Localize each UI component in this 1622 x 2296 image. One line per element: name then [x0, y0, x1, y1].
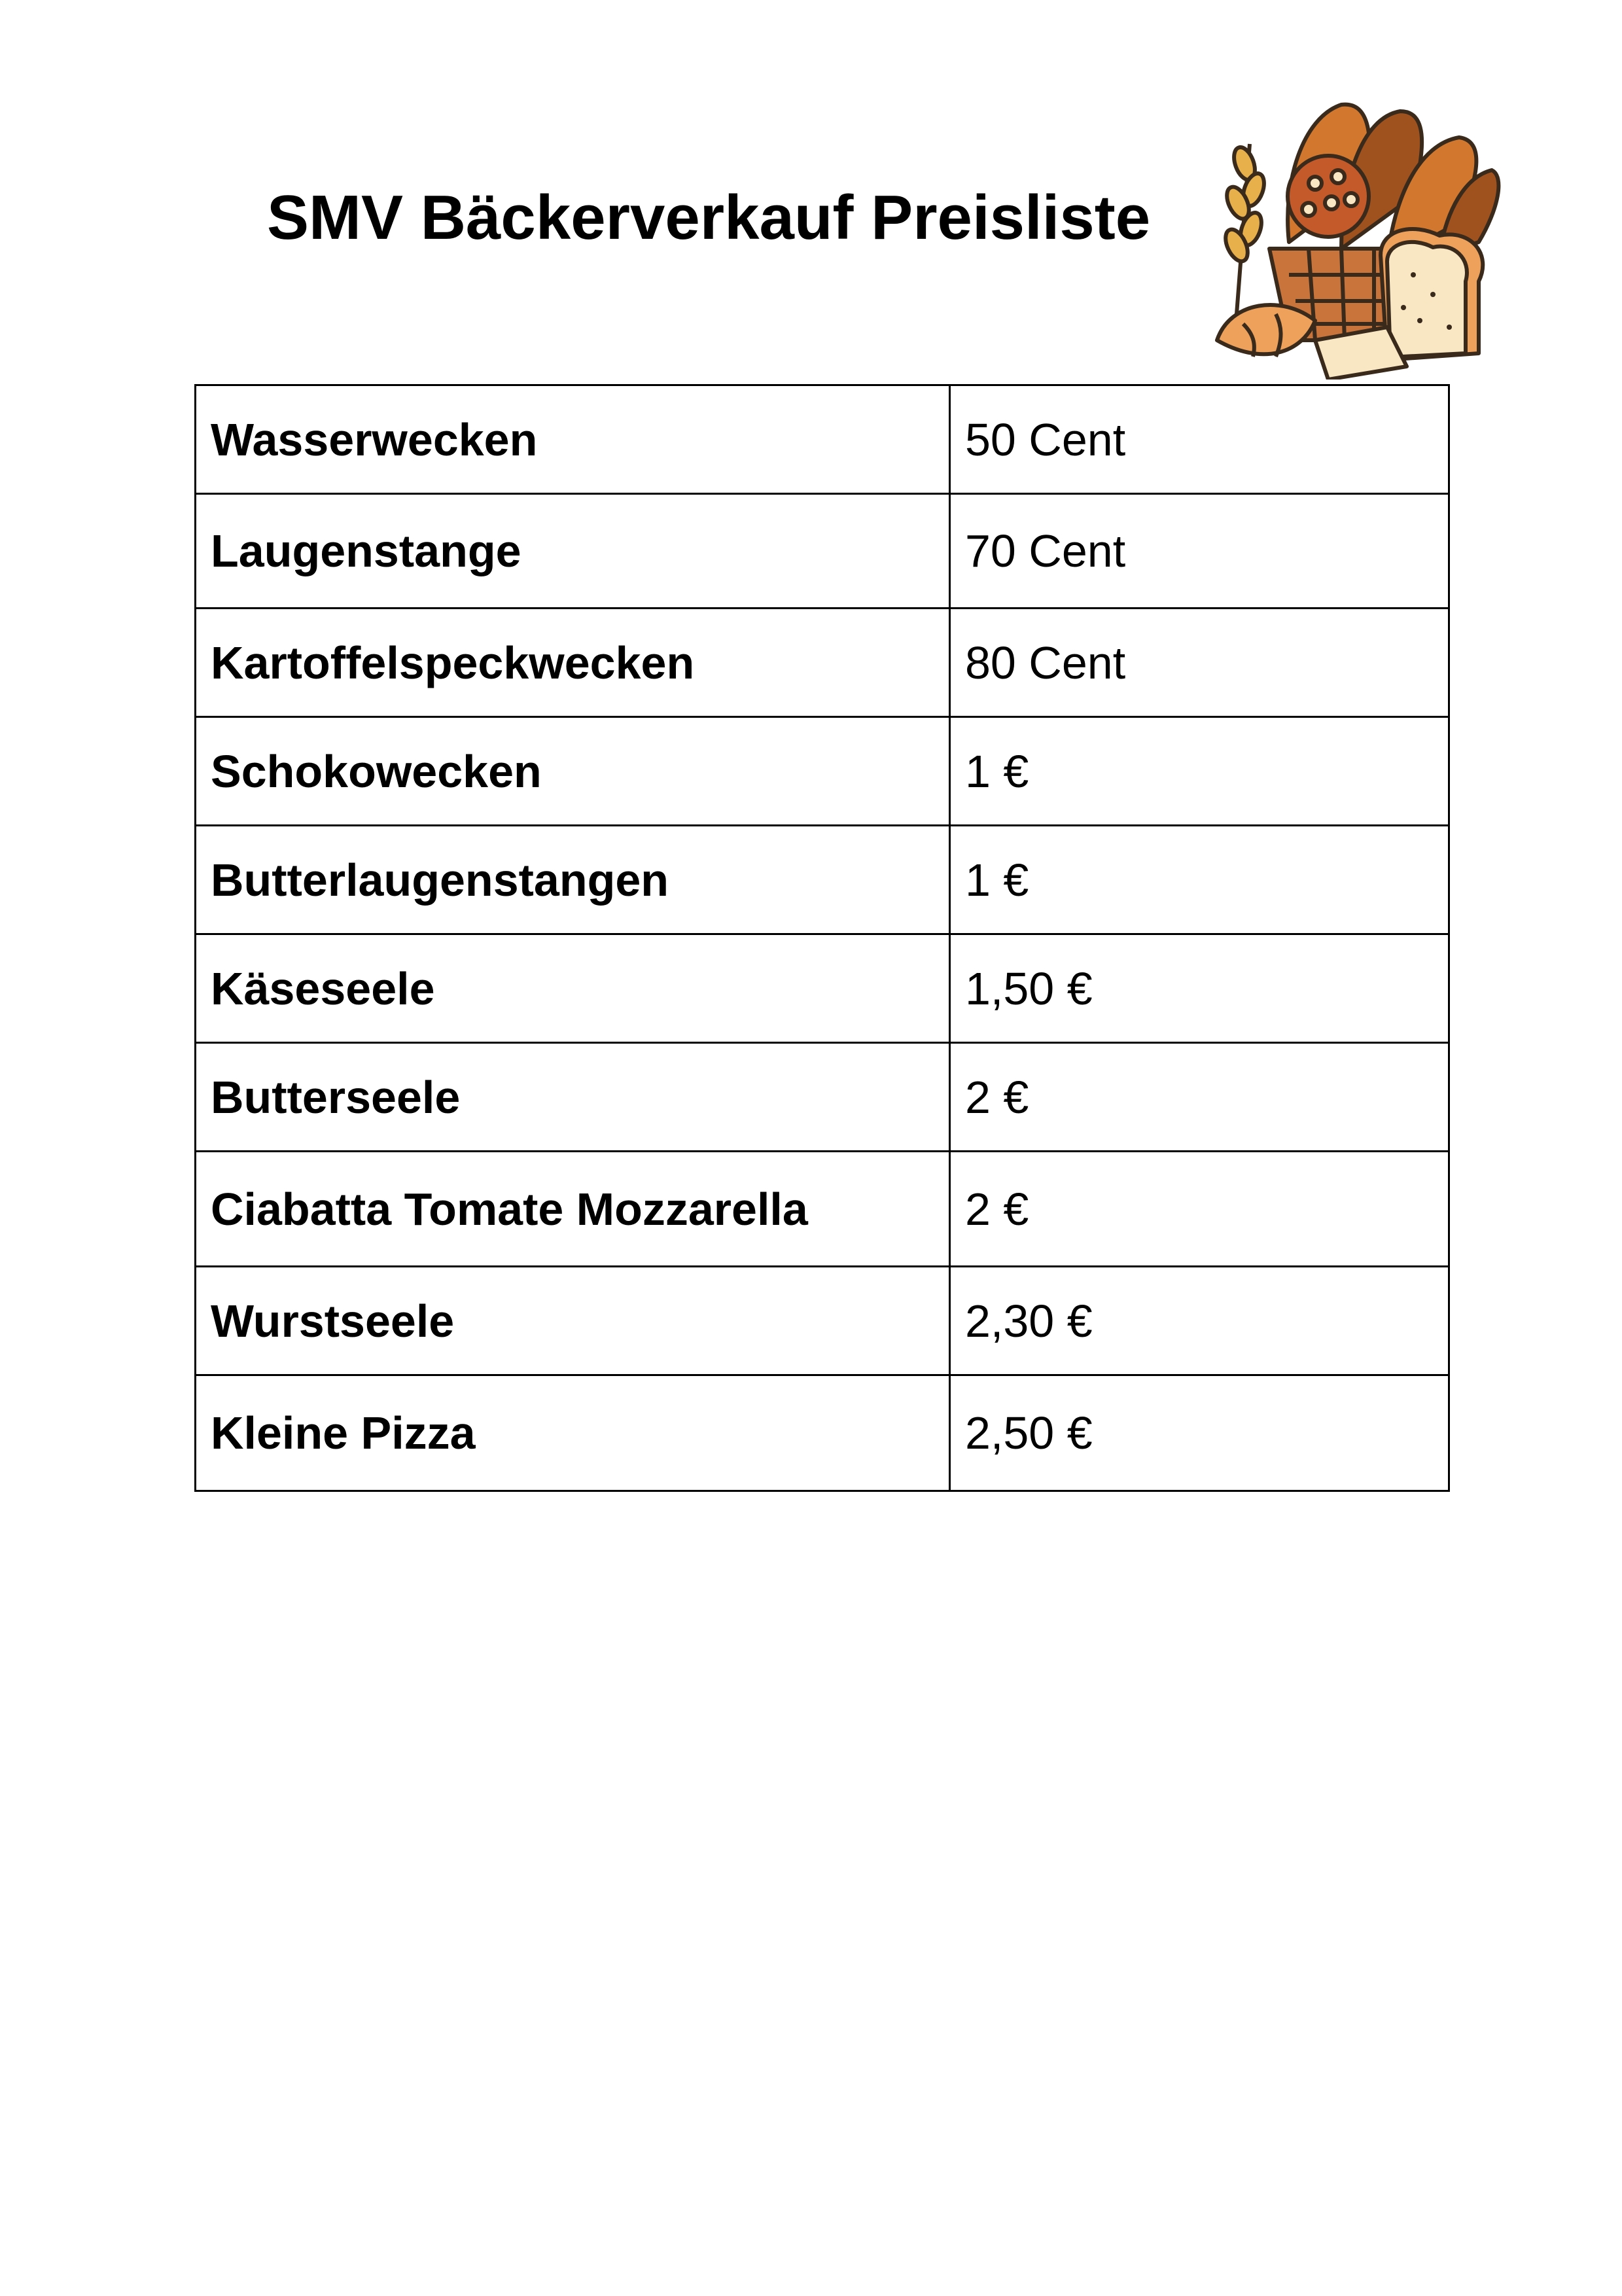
item-price: 2,50 € — [950, 1375, 1449, 1491]
item-name: Wurstseele — [196, 1267, 950, 1375]
item-price: 2 € — [950, 1043, 1449, 1152]
item-price: 1 € — [950, 826, 1449, 934]
page-title: SMV Bäckerverkauf Preisliste — [267, 183, 1151, 253]
item-name: Kleine Pizza — [196, 1375, 950, 1491]
table-row — [196, 717, 1449, 826]
table-row — [196, 934, 1449, 1043]
item-name: Butterseele — [196, 1043, 950, 1152]
item-name: Schokowecken — [196, 717, 950, 826]
table-row — [196, 385, 1449, 494]
table-row — [196, 1267, 1449, 1375]
table-row — [196, 1043, 1449, 1152]
item-price: 2,30 € — [950, 1267, 1449, 1375]
item-name: Käseseele — [196, 934, 950, 1043]
item-price: 80 Cent — [950, 609, 1449, 717]
table-row — [196, 826, 1449, 934]
item-name: Butterlaugenstangen — [196, 826, 950, 934]
item-name: Laugenstange — [196, 494, 950, 609]
item-name: Ciabatta Tomate Mozzarella — [196, 1152, 950, 1267]
item-name: Kartoffelspeckwecken — [196, 609, 950, 717]
table-row — [196, 494, 1449, 609]
price-table — [194, 384, 1450, 1492]
table-row — [196, 1375, 1449, 1491]
bread-basket-icon — [1191, 65, 1505, 380]
item-price: 1 € — [950, 717, 1449, 826]
item-price: 50 Cent — [950, 385, 1449, 494]
item-name: Wasserwecken — [196, 385, 950, 494]
item-price: 1,50 € — [950, 934, 1449, 1043]
table-row — [196, 1152, 1449, 1267]
table-row — [196, 609, 1449, 717]
item-price: 70 Cent — [950, 494, 1449, 609]
item-price: 2 € — [950, 1152, 1449, 1267]
